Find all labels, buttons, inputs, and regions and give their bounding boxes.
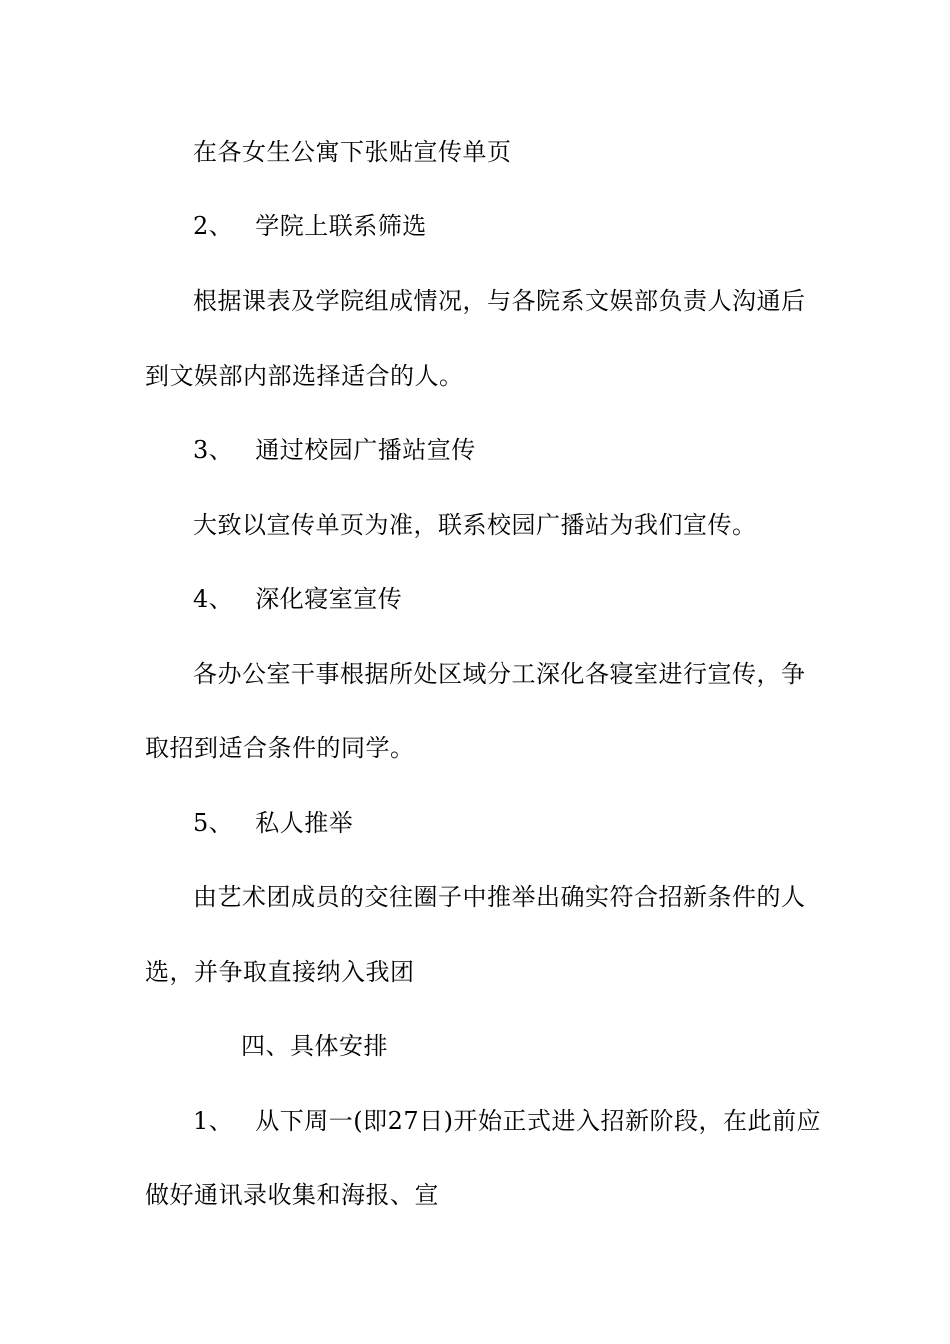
paragraph-line [193, 286, 806, 316]
list-heading-text: 通过校园广播站宣传 [255, 436, 476, 464]
list-heading-3 [193, 435, 476, 465]
line-text: 做好通讯录收集和海报、宣 [145, 1181, 439, 1209]
line-text: 根据课表及学院组成情况，与各院系文娱部负责人沟通后 [193, 287, 806, 315]
line-text: 选，并争取直接纳入我团 [145, 958, 415, 986]
paragraph-line [145, 361, 464, 391]
paragraph-line [193, 882, 806, 912]
paragraph-line [193, 510, 757, 540]
line-text: 由艺术团成员的交往圈子中推举出确实符合招新条件的人 [193, 883, 806, 911]
paragraph-line [193, 137, 512, 167]
line-text: 到文娱部内部选择适合的人。 [145, 362, 464, 390]
list-number: 2、 [193, 212, 234, 240]
paragraph-line [145, 733, 415, 763]
list-heading-4 [193, 584, 402, 614]
list-heading-text: 深化寝室宣传 [255, 585, 403, 613]
list-number: 3、 [193, 436, 234, 464]
line-text: 各办公室干事根据所处区域分工深化各寝室进行宣传，争 [193, 660, 806, 688]
paragraph-line [145, 957, 415, 987]
list-heading-1 [193, 1106, 821, 1136]
paragraph-line [145, 1180, 439, 1210]
list-item-text: 从下周一(即27日)开始正式进入招新阶段，在此前应 [255, 1107, 822, 1135]
list-heading-text: 学院上联系筛选 [255, 212, 427, 240]
list-heading-text: 私人推举 [255, 809, 354, 837]
line-text: 在各女生公寓下张贴宣传单页 [193, 138, 512, 166]
line-text: 大致以宣传单页为准，联系校园广播站为我们宣传。 [193, 511, 757, 539]
list-heading-2 [193, 211, 427, 241]
list-number: 1、 [193, 1107, 234, 1135]
section-heading [241, 1031, 388, 1061]
list-number: 5、 [193, 809, 234, 837]
list-heading-5 [193, 808, 353, 838]
section-heading-text: 四、具体安排 [241, 1032, 388, 1060]
list-number: 4、 [193, 585, 234, 613]
paragraph-line [193, 659, 806, 689]
line-text: 取招到适合条件的同学。 [145, 734, 415, 762]
